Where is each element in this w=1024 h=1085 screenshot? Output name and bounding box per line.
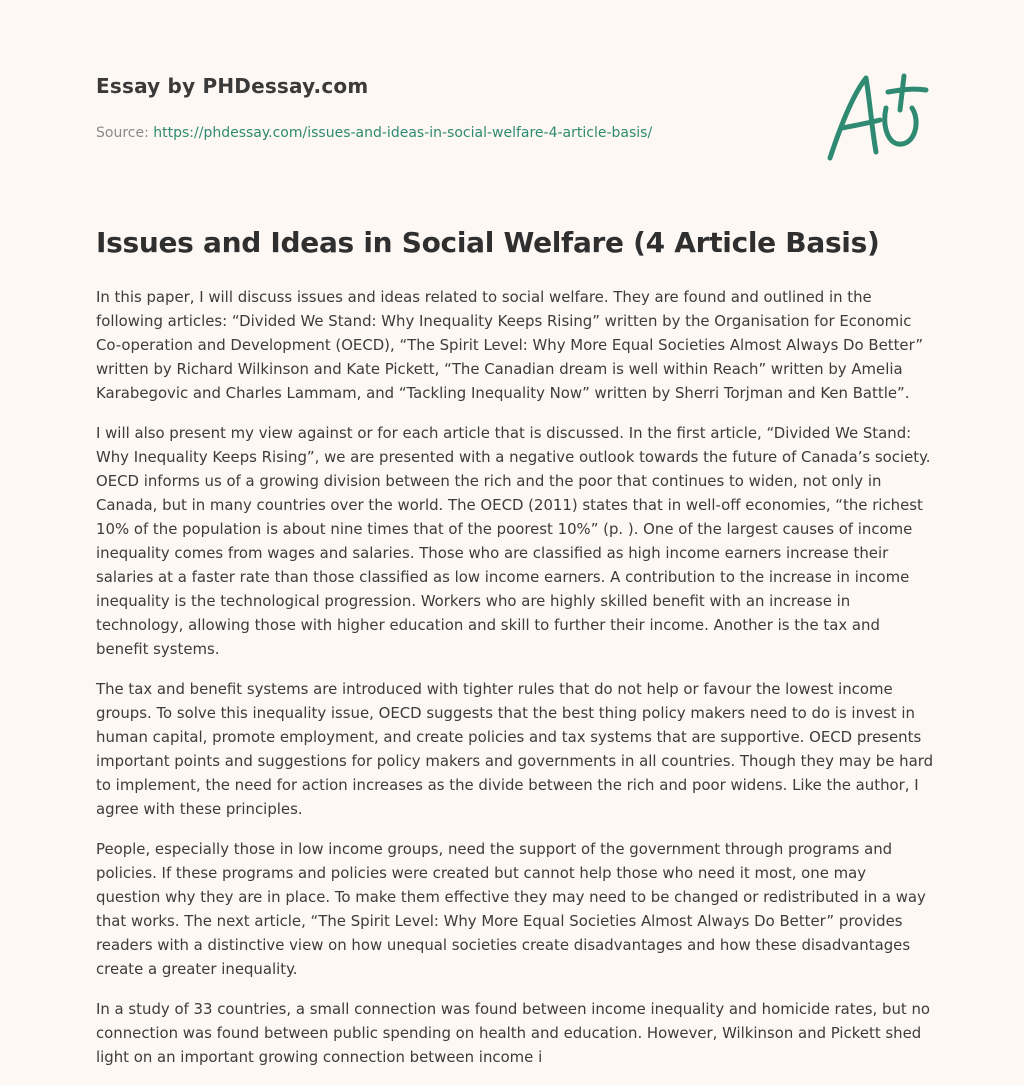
page-header <box>96 74 796 141</box>
essay-paragraph: In this paper, I will discuss issues and ideas related to social welfare. They are found and outlined in the following articles: “Divided We Stand: Why Inequality Keeps Rising” written by the Organisation for Economic Co-operation and Development (OECD), “The Spirit Level: Why More Equal Societies Almost Always Do Better” written by Richard Wilkinson and Kate Pickett, “The Canadian dream is well within Reach” written by Amelia Karabegovic and Charles Lammam, and “Tackling Inequality Now” written by Sherri Torjman and Ken Battle”. <box>96 288 924 402</box>
source-line <box>96 125 796 141</box>
essay-paragraph: People, especially those in low income groups, need the support of the government through programs and policies. If these programs and policies were created but cannot help those who need it most, one may question why they are in place. To make them effective they may need to be changed or redistributed in a way that works. The next article, “The Spirit Level: Why More Equal Societies Almost Always Do Better” provides readers with a distinctive view on how unequal societies create disadvantages and how these disadvantages create a greater inequality. <box>96 840 926 978</box>
essay-paragraph: In a study of 33 countries, a small connection was found between income inequality and homicide rates, but no connection was found between public spending on health and education. However, Wilkinson and Pickett shed light on an important growing connection between income i <box>96 1000 931 1066</box>
site-title: Essay by PHDessay.com <box>96 74 369 98</box>
essay-paragraph: The tax and benefit systems are introduced with tighter rules that do not help or favour the lowest income groups. To solve this inequality issue, OECD suggests that the best thing policy makers need to do is invest in human capital, promote employment, and create policies and tax systems that are supportive. OECD presents important points and suggestions for policy makers and governments in all countries. Though they may be hard to implement, the need for action increases as the divide between the rich and poor widens. Like the author, I agree with these principles. <box>96 680 934 818</box>
essay-body <box>96 285 934 1085</box>
essay-title: Issues and Ideas in Social Welfare (4 Article Basis) <box>96 226 880 259</box>
essay-paragraph: I will also present my view against or for each article that is discussed. In the first article, “Divided We Stand: Why Inequality Keeps Rising”, we are presented with a negative outlook towards the future of Canada’s society. OECD informs us of a growing division between the rich and the poor that continues to widen, not only in Canada, but in many countries over the world. The OECD (2011) states that in well-off economies, “the richest 10% of the population is about nine times that of the poorest 10%” (p. ). One of the largest causes of income inequality comes from wages and salaries. Those who are classified as high income earners increase their salaries at a faster rate than those classified as low income earners. A contribution to the increase in income inequality is the technological progression. Workers who are highly skilled benefit with an increase in technology, allowing those with higher education and skill to further their income. Another is the tax and benefit systems. <box>96 424 931 658</box>
source-label: Source: <box>96 125 149 141</box>
a-plus-grade-icon <box>822 66 932 166</box>
source-link[interactable]: https://phdessay.com/issues-and-ideas-in-social-welfare-4-article-basis/ <box>153 125 653 141</box>
